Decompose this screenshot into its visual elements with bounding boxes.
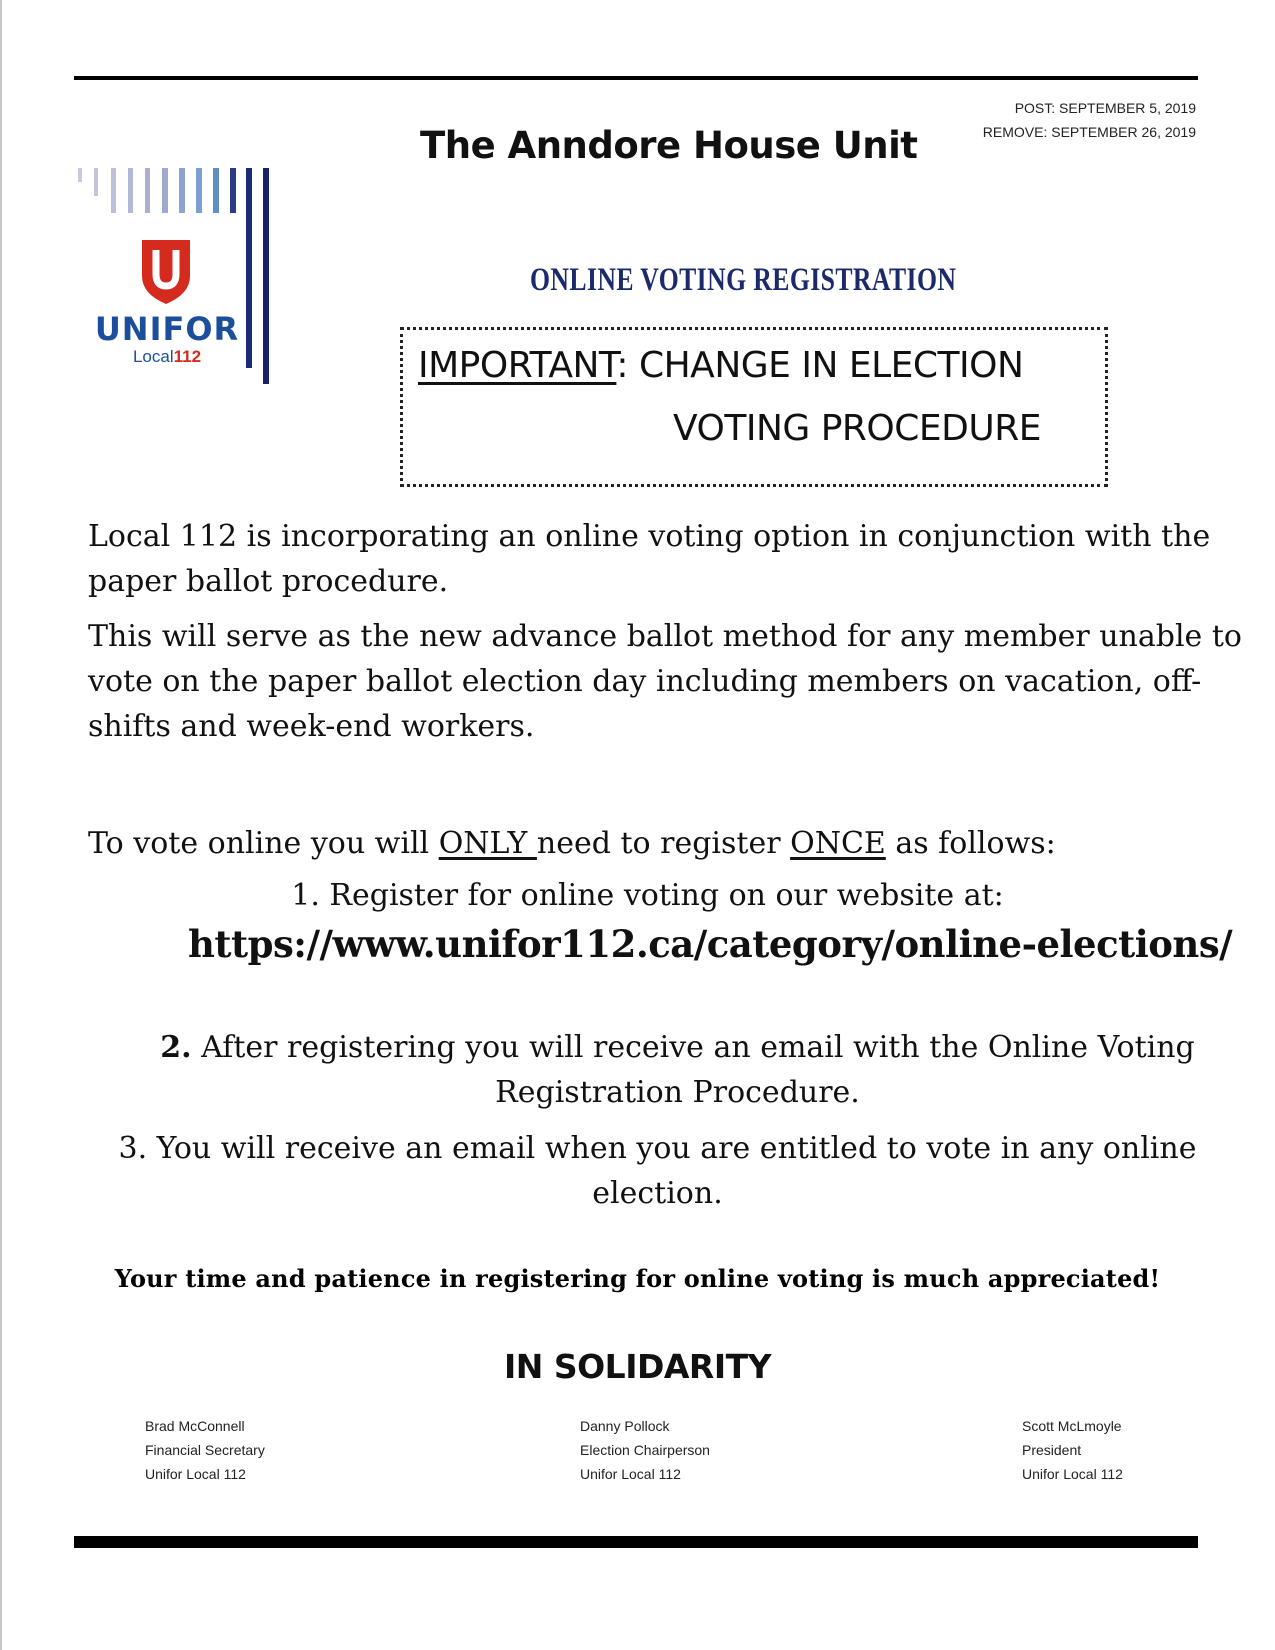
posting-dates bbox=[983, 96, 1196, 144]
paragraph-intro: Local 112 is incorporating an online voting option in conjunction with the paper ballot procedure. bbox=[88, 519, 1211, 599]
register-intro-c: as follows: bbox=[885, 826, 1056, 861]
register-once: ONCE bbox=[790, 826, 886, 861]
signer-name: Scott McLmoyle bbox=[1022, 1418, 1122, 1434]
paragraph-advance-ballot: This will serve as the new advance ballot method for any member unable to vote on the paper ballot election day including members on vacation, off-shifts and week-end workers. bbox=[88, 619, 1242, 744]
appreciation-note: Your time and patience in registering for online voting is much appreciated! bbox=[114, 1264, 1161, 1293]
signer-name: Danny Pollock bbox=[580, 1418, 670, 1434]
svg-text:Local112 bbox=[133, 347, 201, 366]
important-line-1 bbox=[418, 345, 1023, 386]
post-date: POST: SEPTEMBER 5, 2019 bbox=[1014, 100, 1196, 116]
signer-org: Unifor Local 112 bbox=[580, 1466, 681, 1482]
signer-role: President bbox=[1022, 1442, 1082, 1458]
top-rule bbox=[74, 76, 1198, 80]
online-voting-heading: ONLINE VOTING REGISTRATION bbox=[530, 262, 957, 298]
register-only: ONLY bbox=[438, 826, 537, 861]
register-intro bbox=[88, 821, 1238, 866]
important-rest: : CHANGE IN ELECTION bbox=[616, 345, 1024, 386]
important-line-2: VOTING PROCEDURE bbox=[673, 408, 1041, 449]
important-notice-box bbox=[400, 327, 1108, 487]
logo-local-number: 112 bbox=[173, 347, 202, 366]
step-2 bbox=[140, 1025, 1215, 1115]
signer-org: Unifor Local 112 bbox=[145, 1466, 246, 1482]
unifor-logo-icon bbox=[78, 168, 308, 408]
registration-url[interactable]: https://www.unifor112.ca/category/online-elections/ bbox=[188, 922, 1233, 966]
closing-solidarity: IN SOLIDARITY bbox=[503, 1347, 772, 1386]
signer-financial-secretary bbox=[145, 1414, 265, 1486]
page-edge bbox=[0, 0, 2, 1650]
important-label: IMPORTANT bbox=[418, 345, 617, 386]
step-2-text: After registering you will receive an email with the Online Voting Registration Procedure. bbox=[191, 1030, 1195, 1110]
register-intro-a: To vote online you will bbox=[88, 826, 439, 861]
step-3: 3. You will receive an email when you are entitled to vote in any online election. bbox=[118, 1131, 1197, 1211]
signer-election-chairperson bbox=[580, 1414, 710, 1486]
remove-date: REMOVE: SEPTEMBER 26, 2019 bbox=[982, 124, 1196, 140]
signer-role: Election Chairperson bbox=[580, 1442, 710, 1458]
logo-union-name: UNIFOR bbox=[94, 310, 240, 348]
signer-role: Financial Secretary bbox=[145, 1442, 265, 1458]
step-1: 1. Register for online voting on our website at: bbox=[291, 878, 1004, 913]
signer-org: Unifor Local 112 bbox=[1022, 1466, 1123, 1482]
logo-local-prefix: Local bbox=[132, 347, 174, 366]
register-intro-b: need to register bbox=[536, 826, 791, 861]
unit-title: The Anndore House Unit bbox=[420, 124, 918, 167]
unifor-logo bbox=[78, 168, 308, 408]
signer-president bbox=[1022, 1414, 1123, 1486]
signer-name: Brad McConnell bbox=[145, 1418, 245, 1434]
step-2-number: 2. bbox=[160, 1030, 192, 1065]
bottom-rule bbox=[74, 1536, 1198, 1548]
